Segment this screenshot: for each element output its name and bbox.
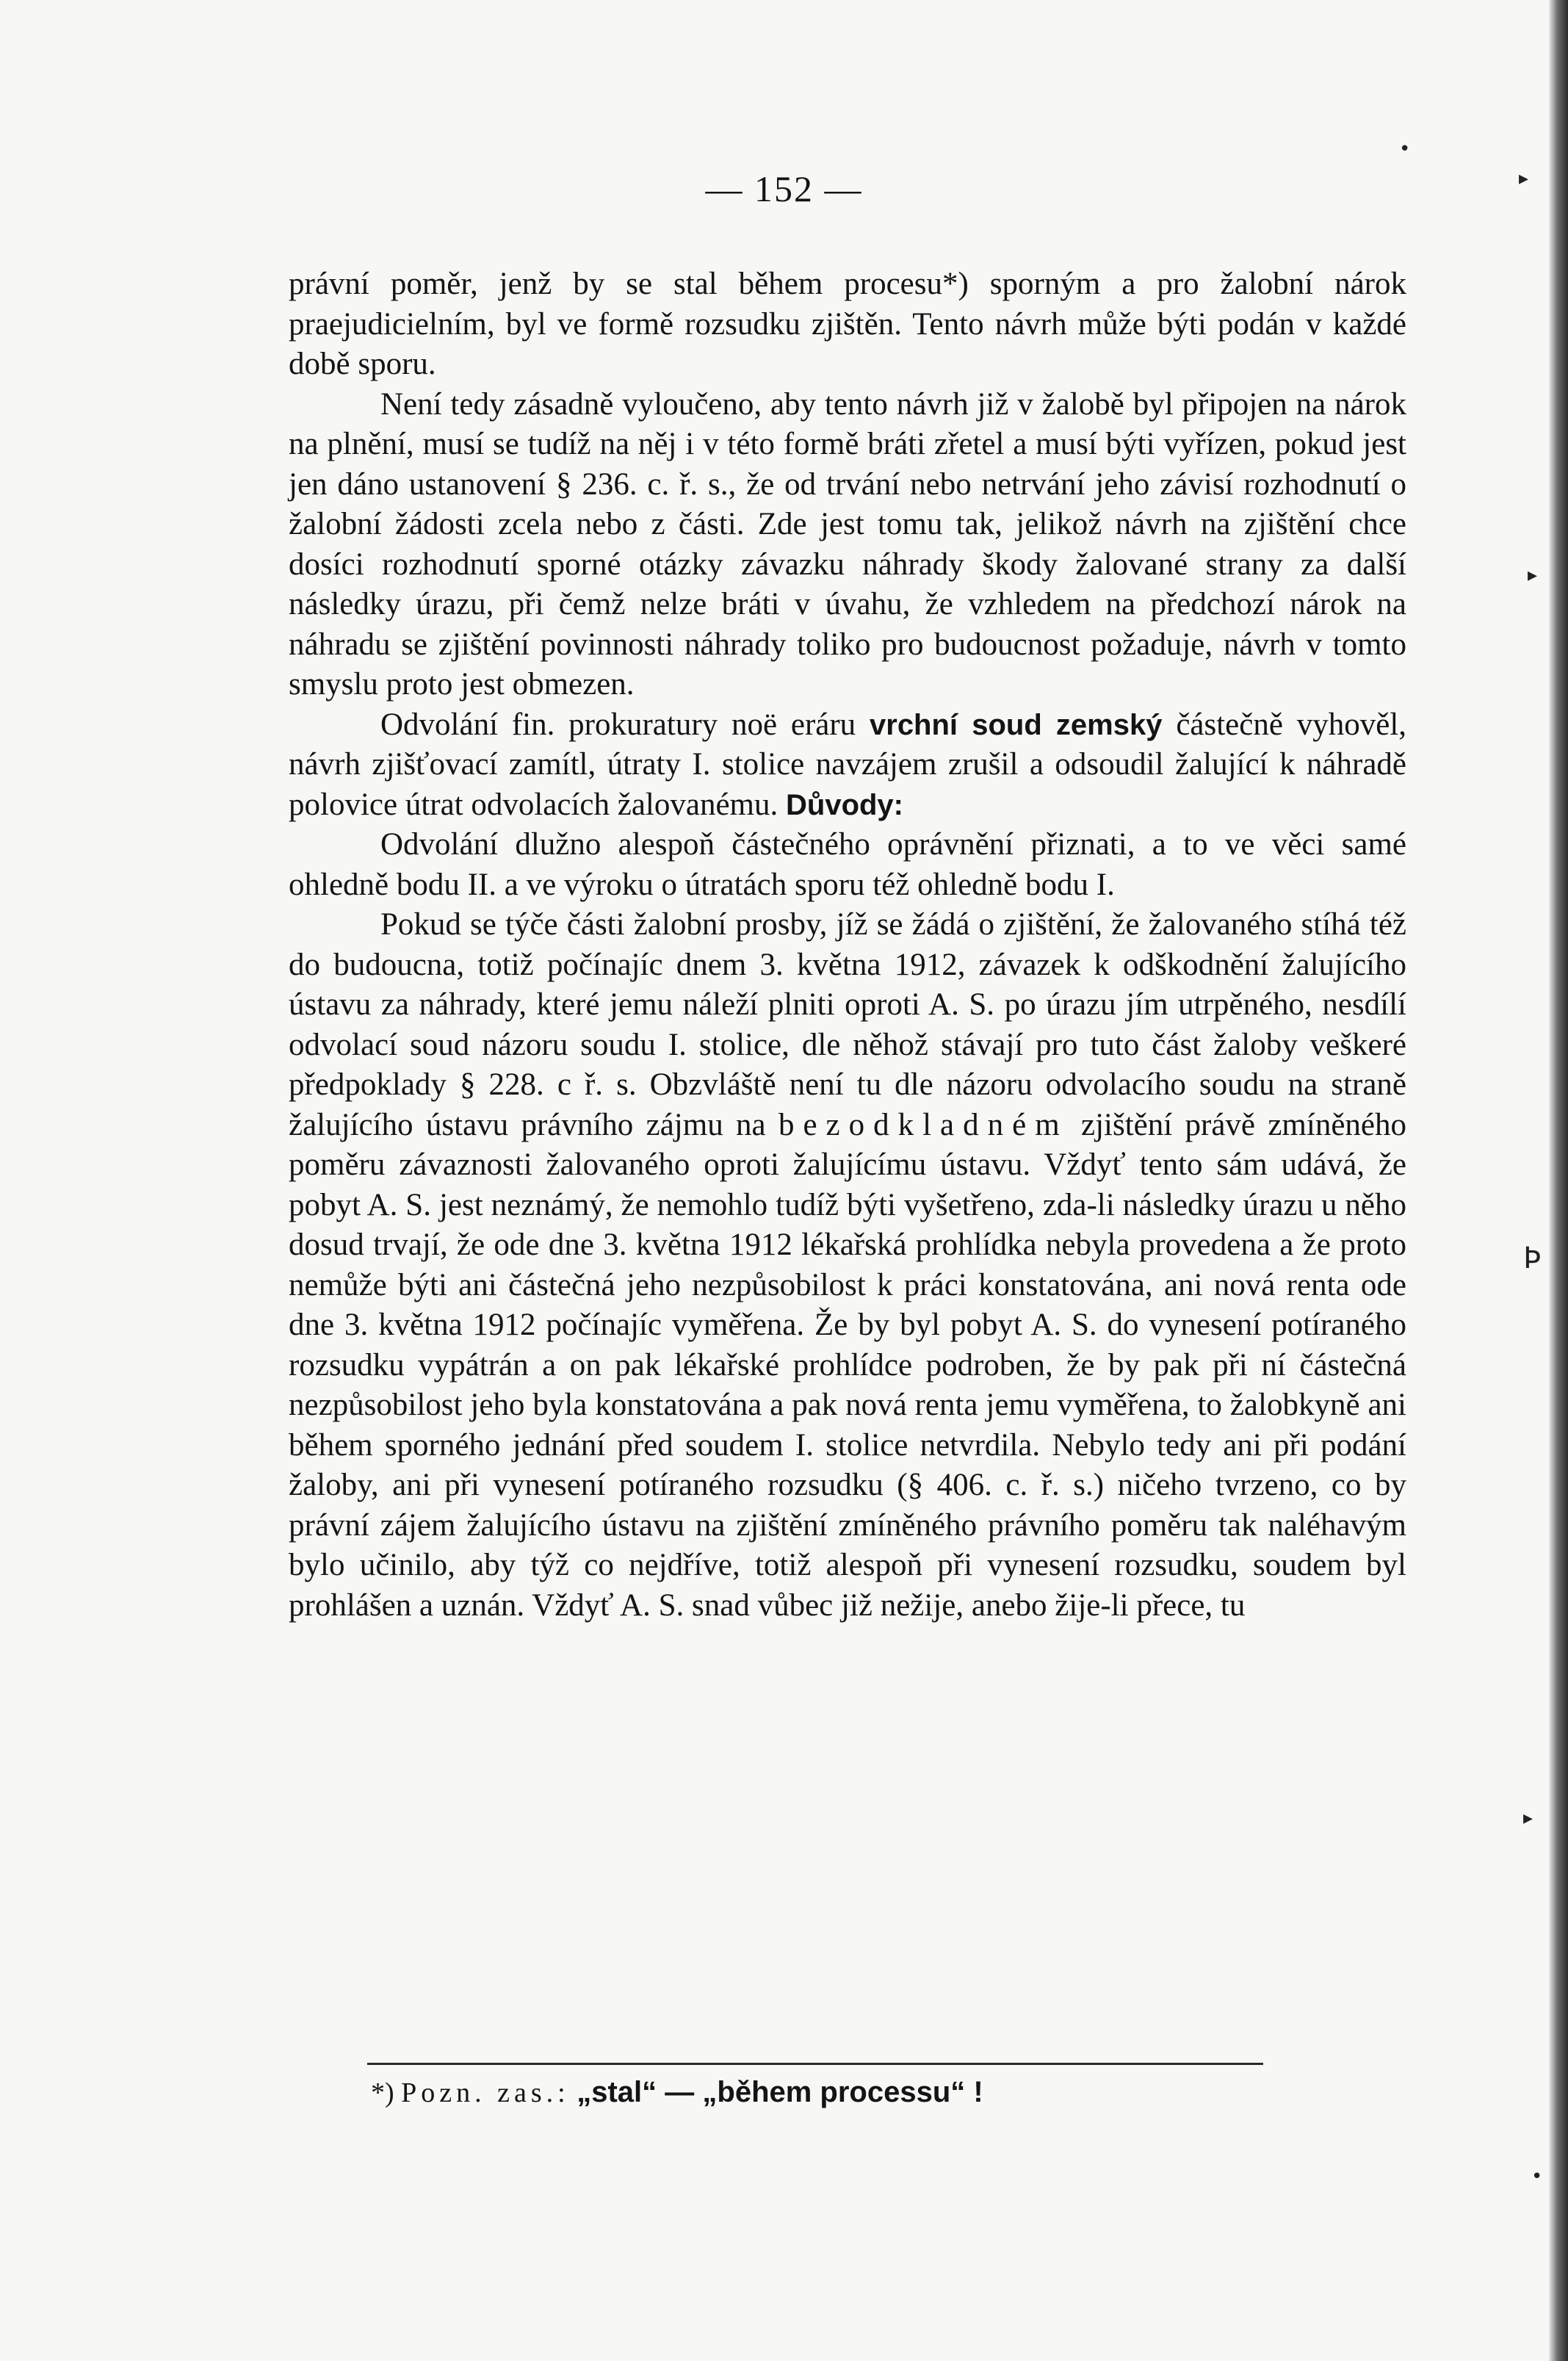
- paragraph-4: Odvolání dlužno alespoň částečného oprávnění přiznati, a to ve věci samé ohledně bodu II. a ve výroku o útratách sporu též ohledně bodu I.: [289, 827, 1406, 902]
- footnote-quote: „stal“ — „během processu“ !: [577, 2076, 983, 2108]
- footnote-marker: *): [371, 2077, 402, 2108]
- reasons-heading: Důvody:: [786, 788, 903, 821]
- paragraph-3-end: částečně vyhověl, návrh zjišťovací zamítl, útraty I. stolice navzájem zrušil a odsoudil žalující k náhradě polovice útrat odvolacích žalovanému.: [289, 707, 1407, 822]
- margin-mark-icon: ▸: [1519, 167, 1529, 190]
- margin-mark-icon: Þ: [1523, 1241, 1542, 1275]
- paragraph-3: [289, 705, 1406, 826]
- footnote-divider: [367, 2063, 1263, 2065]
- paragraph-5-end: zjištění právě zmíněného poměru závaznosti žalovaného oproti žalujícímu ústavu. Vždyť tento sám udává, že pobyt A. S. jest neznámý, že nemohlo tudíž býti vyšetřeno, zda-li následky úrazu u něho dosud trvají, že ode dne 3. května 1912 lékařská prohlídka nebyla provedena a že proto nemůže býti ani částečná jeho nezpůsobilost k práci konstatována, ani nová renta ode dne 3. května 1912 počínajíc vyměřena. Že by byl pobyt A. S. do vynesení potíraného rozsudku vypátrán a on pak lékařské prohlídce podroben, že by pak při ní částečná nezpůsobilost jeho byla konstatována a pak nová renta jemu vyměřena, to žalobkyně ani během sporného jednání před soudem I. stolice netvrdila. Nebylo tedy ani při podání žaloby, ani při vynesení potíraného rozsudku (§ 406. c. ř. s.) ničeho tvrzeno, co by právní zájem žalujícího ústavu na zjištění zmíněného právního poměru tak naléhavým bylo učinilo, aby týž co nejdříve, totiž alespoň při vynesení rozsudku, soudem byl prohlášen a uznán. Vždyť A. S. snad vůbec již nežije, anebo žije-li přece, tu: [289, 1107, 1406, 1623]
- paragraph-5: [289, 905, 1406, 1626]
- footnote: [371, 2076, 983, 2109]
- page-edge-shadow: [1549, 0, 1568, 2361]
- footnote-label: Pozn. zas.:: [401, 2077, 570, 2108]
- main-text: [289, 264, 1406, 1626]
- margin-mark-icon: ▸: [1528, 564, 1538, 586]
- paragraph-1: právní poměr, jenž by se stal během procesu*) sporným a pro žalobní nárok praejudicielním, byl ve formě rozsudku zjištěn. Tento návrh může býti podán v každé době sporu.: [289, 267, 1406, 381]
- spaced-emphasis: bezodkladném: [778, 1107, 1069, 1142]
- margin-dot-icon: •: [1531, 2166, 1543, 2188]
- paragraph-2: Není tedy zásadně vyloučeno, aby tento návrh již v žalobě byl připojen na nárok na plnění, musí se tudíž na něj i v této formě bráti zřetel a musí býti vyřízen, pokud jest jen dáno ustanovení § 236. c. ř. s., že od trvání nebo netrvání jeho závisí rozhodnutí o žalobní žádosti zcela nebo z části. Zde jest tomu tak, jelikož návrh na zjištění chce dosíci rozhodnutí sporné otázky závazku náhrady škody žalované strany za další následky úrazu, při čemž nelze bráti v úvahu, že vzhledem na předchozí nárok na náhradu se zjištění povinnosti náhrady toliko pro budoucnost požaduje, návrh v tomto smyslu proto jest obmezen.: [289, 386, 1406, 702]
- margin-mark-icon: ▸: [1523, 1807, 1533, 1829]
- court-name: vrchní soud zemský: [870, 708, 1163, 741]
- page-number: — 152 —: [705, 168, 863, 209]
- paragraph-3-start: Odvolání fin. prokuratury noë eráru: [380, 707, 856, 742]
- paragraph-5-start: Pokud se týče části žalobní prosby, jíž se žádá o zjištění, že žalovaného stíhá též do budoucna, totiž počínajíc dnem 3. května 1912, závazek k odškodnění žalujícího ústavu za náhrady, které jemu náleží plniti oproti A. S. po úrazu jím utrpěného, nesdílí odvolací soud názoru soudu I. stolice, dle něhož stávají pro tuto část žaloby veškeré předpoklady § 228. c ř. s. Obzvláště není tu dle názoru odvolacího soudu na straně žalujícího ústavu právního zájmu na: [289, 907, 1406, 1142]
- margin-dot-icon: •: [1399, 138, 1411, 160]
